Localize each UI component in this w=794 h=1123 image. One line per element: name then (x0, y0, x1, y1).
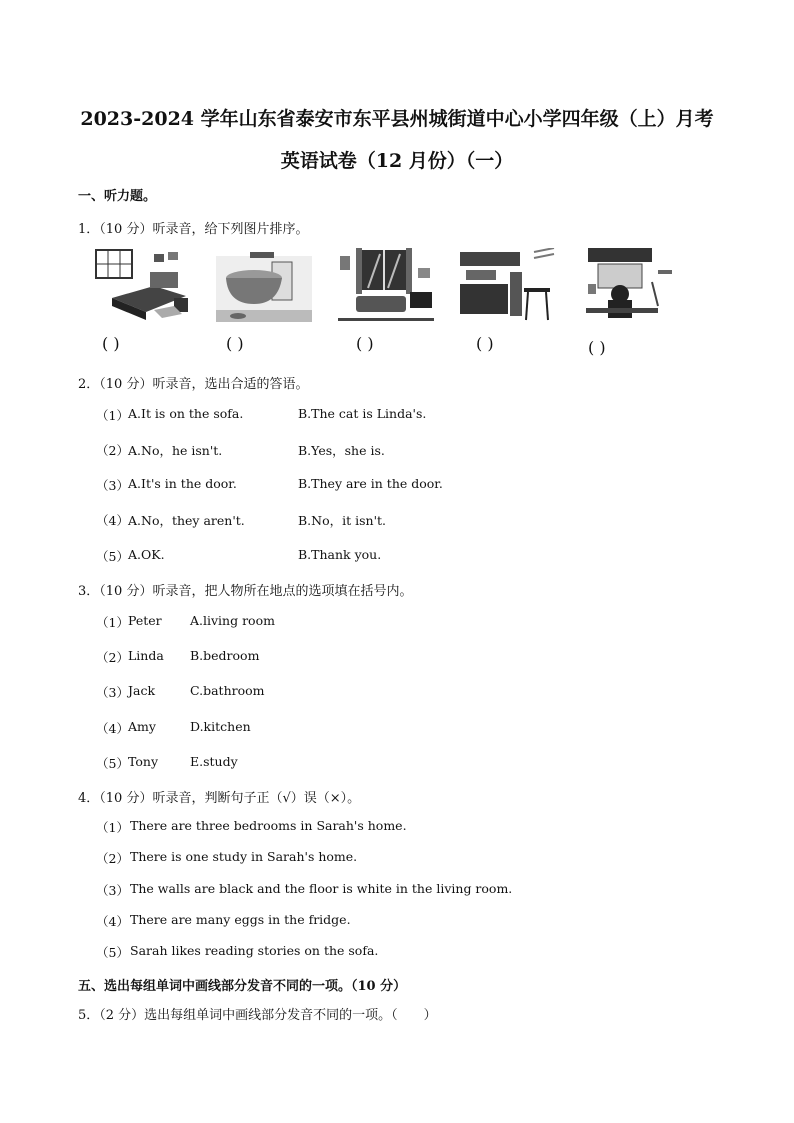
q2-option-a: A.It's in the door. (128, 476, 237, 491)
q4-statement: Sarah likes reading stories on the sofa. (130, 943, 379, 958)
question-4-stem: 4．（10 分）听录音，判断句子正（√）误（×）。 (78, 791, 361, 806)
answer-blank[interactable]: ( ) (356, 334, 374, 353)
q3-person: Tony (128, 754, 159, 769)
q4-item-number: （1） (96, 820, 129, 835)
q2-option-b: B.The cat is Linda's. (298, 406, 427, 421)
q3-person: Jack (128, 683, 156, 698)
answer-blank[interactable]: ( ) (226, 334, 244, 353)
q3-item-number: （4） (96, 721, 129, 736)
study-icon (582, 248, 678, 324)
section-heading-pronunciation: 五、选出每组单词中画线部分发音不同的一项。（10 分） (78, 979, 407, 994)
q3-place: D.kitchen (190, 719, 251, 734)
q3-place: B.bedroom (190, 648, 260, 663)
kitchen-icon (460, 248, 556, 324)
bathroom-icon (216, 248, 312, 324)
bedroom-icon (94, 248, 190, 324)
section-heading-listening: 一、听力题。 (78, 189, 157, 204)
q2-item-number: （5） (96, 549, 129, 564)
q2-item-number: （4） (96, 513, 129, 528)
q3-item-number: （3） (96, 685, 129, 700)
question-3-stem: 3．（10 分）听录音，把人物所在地点的选项填在括号内。 (78, 584, 413, 599)
q2-option-b: B.They are in the door. (298, 476, 443, 491)
q4-item-number: （2） (96, 851, 129, 866)
q3-person: Amy (128, 719, 156, 734)
q2-option-a: A.It is on the sofa. (128, 406, 244, 421)
q4-item-number: （5） (96, 945, 129, 960)
q3-place: A.living room (190, 613, 275, 628)
living-room-icon (338, 248, 434, 324)
answer-blank[interactable]: ( ) (476, 334, 494, 353)
q2-item-number: （3） (96, 478, 129, 493)
q2-option-a: A.OK. (128, 547, 165, 562)
q3-person: Linda (128, 648, 164, 663)
q4-statement: The walls are black and the floor is white in the living room. (130, 881, 513, 896)
question-2-stem: 2．（10 分）听录音，选出合适的答语。 (78, 377, 309, 392)
q2-option-b: B.Yes，she is. (298, 443, 385, 458)
q4-item-number: （4） (96, 914, 129, 929)
q2-option-a: A.No，he isn't. (128, 443, 223, 458)
q2-item-number: （2） (96, 443, 129, 458)
q4-statement: There are many eggs in the fridge. (130, 912, 351, 927)
q3-person: Peter (128, 613, 162, 628)
q2-item-number: （1） (96, 408, 129, 423)
q4-item-number: （3） (96, 883, 129, 898)
q3-item-number: （2） (96, 650, 129, 665)
q2-option-a: A.No，they aren't. (128, 513, 245, 528)
q3-place: E.study (190, 754, 238, 769)
exam-title-line2: 英语试卷（12 月份）（一） (280, 150, 514, 172)
q2-option-b: B.No，it isn't. (298, 513, 387, 528)
question-5-stem: 5．（2 分）选出每组单词中画线部分发音不同的一项。（ ） (78, 1008, 437, 1023)
answer-blank[interactable]: ( ) (588, 338, 606, 357)
exam-title-line1: 2023-2024 学年山东省泰安市东平县州城街道中心小学四年级（上）月考 (80, 108, 714, 130)
q3-item-number: （5） (96, 756, 129, 771)
q3-item-number: （1） (96, 615, 129, 630)
q3-place: C.bathroom (190, 683, 265, 698)
q2-option-b: B.Thank you. (298, 547, 382, 562)
q4-statement: There is one study in Sarah's home. (130, 849, 358, 864)
q4-statement: There are three bedrooms in Sarah's home. (130, 818, 407, 833)
answer-blank[interactable]: ( ) (102, 334, 120, 353)
question-1-stem: 1．（10 分）听录音，给下列图片排序。 (78, 222, 309, 237)
